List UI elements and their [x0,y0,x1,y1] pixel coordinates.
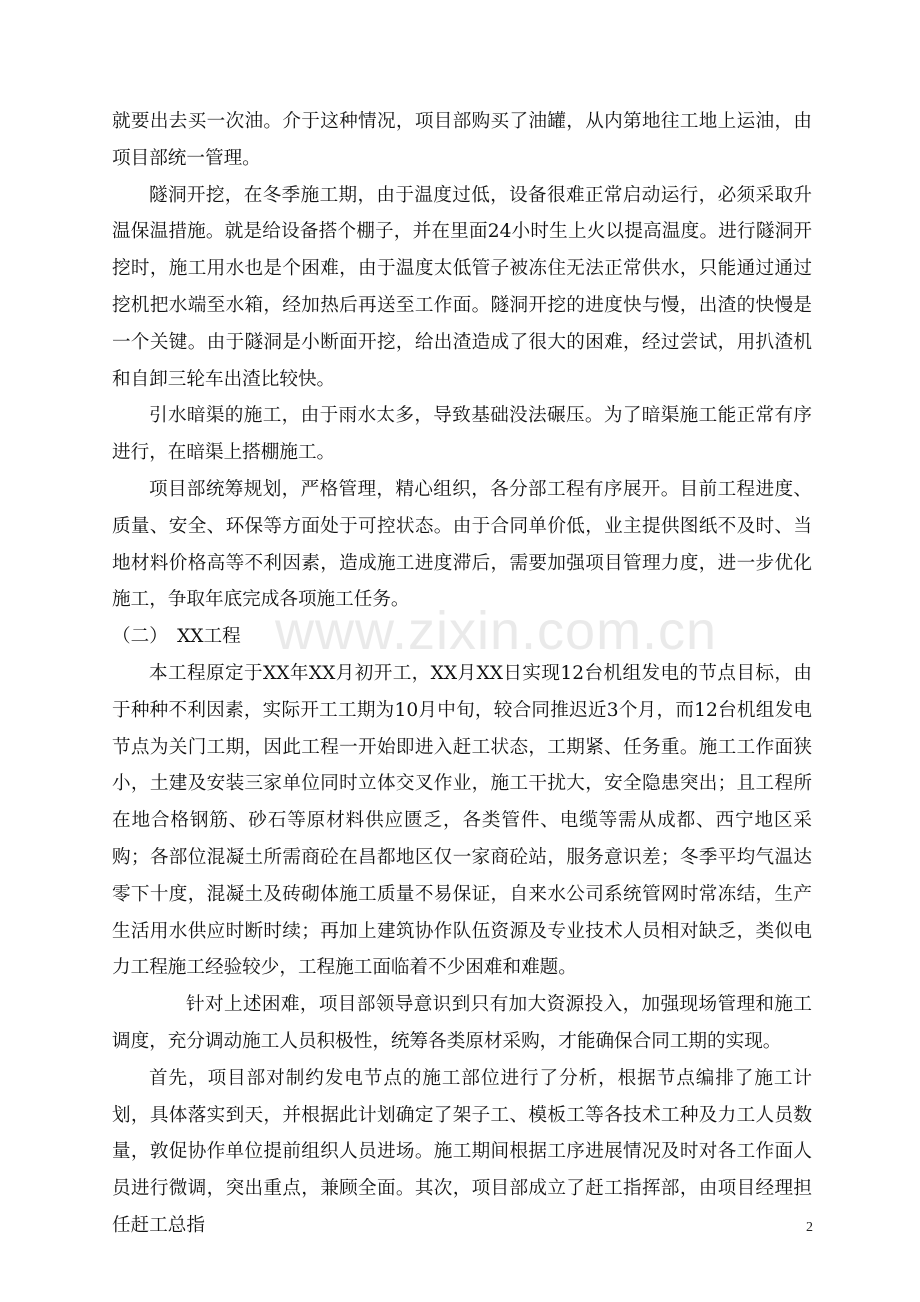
watermark: www.zixin.com.cn [275,601,718,661]
paragraph-project-management: 项目部统筹规划，严格管理，精心组织，各分部工程有序展开。目前工程进度、质量、安全、环保等方面处于可控状态。由于合同单价低，业主提供图纸不及时、当地材料价格高等不利因素，造成施工进度滞后，需要加强项目管理力度，进一步优化施工，争取年底完成各项施工任务。 [112,478,812,611]
paragraph-response: 针对上述困难，项目部领导意识到只有加大资源投入，加强现场管理和施工调度，充分调动施工人员积极性，统筹各类原材采购，才能确保合同工期的实现。 [112,994,812,1052]
paragraph-tunnel-excavation: 隧洞开挖，在冬季施工期，由于温度过低，设备很难正常启动运行，必须采取升温保温措施。就是给设备搭个棚子，并在里面24小时生上火以提高温度。进行隧洞开挖时，施工用水也是个困难，由于温度太低管子被冻住无法正常供水，只能通过通过挖机把水端至水箱，经加热后再送至工作面。隧洞开挖的进度快与慢，出渣的快慢是一个关键。由于隧洞是小断面开挖，给出渣造成了很大的困难，经过尝试，用扒渣机和自卸三轮车出渣比较快。 [112,184,812,390]
document-body [112,104,812,1245]
paragraph-culvert: 引水暗渠的施工，由于雨水太多，导致基础没法碾压。为了暗渠施工能正常有序进行，在暗渠上搭棚施工。 [112,405,812,464]
section-heading: （二） XX工程 [112,626,241,648]
paragraph-continued: 就要出去买一次油。介于这种情况，项目部购买了油罐，从内第地往工地上运油，由项目部统一管理。 [112,111,812,169]
paragraph-project-overview: 本工程原定于XX年XX月初开工，XX月XX日实现12台机组发电的节点目标，由于种种不利因素，实际开工工期为10月中旬，较合同推迟近3个月，而12台机组发电节点为关门工期，因此工程一开始即进入赶工状态，工期紧、任务重。施工工作面狭小，土建及安装三家单位同时立体交叉作业，施工干扰大，安全隐患突出；且工程所在地合格钢筋、砂石等原材料供应匮乏，各类管件、电缆等需从成都、西宁地区采购；各部位混凝土所需商砼在昌都地区仅一家商砼站，服务意识差；冬季平均气温达零下十度，混凝土及砖砌体施工质量不易保证，自来水公司系统管网时常冻结，生产生活用水供应时断时续；再加上建筑协作队伍资源及专业技术人员相对缺乏，类似电力工程施工经验较少，工程施工面临着不少困难和难题。 [112,662,812,979]
paragraph-measures: 首先，项目部对制约发电节点的施工部位进行了分析，根据节点编排了施工计划，具体落实到天，并根据此计划确定了架子工、模板工等各技术工种及力工人员数量，敦促协作单位提前组织人员进场。施工期间根据工序进展情况及时对各工作面人员进行微调，突出重点，兼顾全面。其次，项目部成立了赶工指挥部，由项目经理担任赶工总指 [112,1067,812,1236]
page-number: 2 [806,1220,813,1235]
